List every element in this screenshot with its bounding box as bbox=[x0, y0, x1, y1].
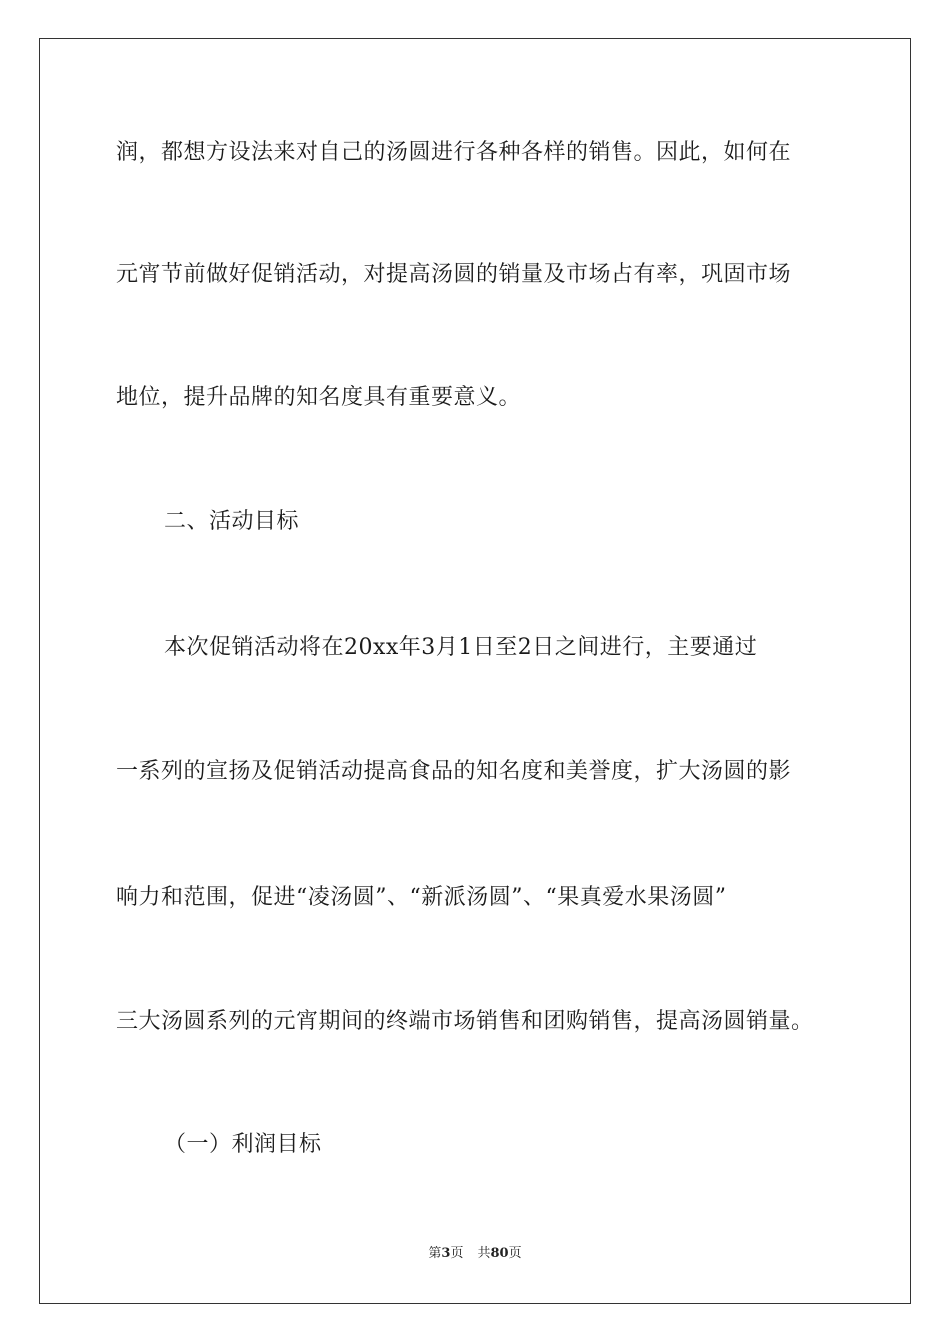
page-footer bbox=[0, 1245, 950, 1263]
body-line-8: 三大汤圆系列的元宵期间的终端市场销售和团购销售，提高汤圆销量。 bbox=[116, 1009, 814, 1034]
body-line-7: 响力和范围，促进“凌汤圆”、“新派汤圆”、“果真爱水果汤圆” bbox=[116, 885, 727, 910]
body-line-1: 润，都想方设法来对自己的汤圆进行各种各样的销售。因此，如何在 bbox=[116, 140, 792, 165]
section-heading-activity-goal: 二、活动目标 bbox=[164, 509, 300, 534]
footer-total-number: 80 bbox=[490, 1246, 509, 1261]
footer-page-number: 3 bbox=[441, 1246, 451, 1261]
body-line-2: 元宵节前做好促销活动，对提高汤圆的销量及市场占有率，巩固市场 bbox=[116, 262, 792, 287]
footer-total-suffix: 页 bbox=[508, 1246, 522, 1261]
body-line-3: 地位，提升品牌的知名度具有重要意义。 bbox=[116, 385, 522, 410]
footer-total-prefix: 共 bbox=[477, 1246, 491, 1261]
footer-page-suffix: 页 bbox=[450, 1246, 464, 1261]
body-line-5: 本次促销活动将在20xx年3月1日至2日之间进行，主要通过 bbox=[164, 635, 758, 660]
page-border bbox=[39, 38, 911, 1304]
footer-page-prefix: 第 bbox=[428, 1246, 442, 1261]
body-line-6: 一系列的宣扬及促销活动提高食品的知名度和美誉度，扩大汤圆的影 bbox=[116, 759, 792, 784]
subsection-heading-profit-goal: （一）利润目标 bbox=[164, 1132, 322, 1157]
